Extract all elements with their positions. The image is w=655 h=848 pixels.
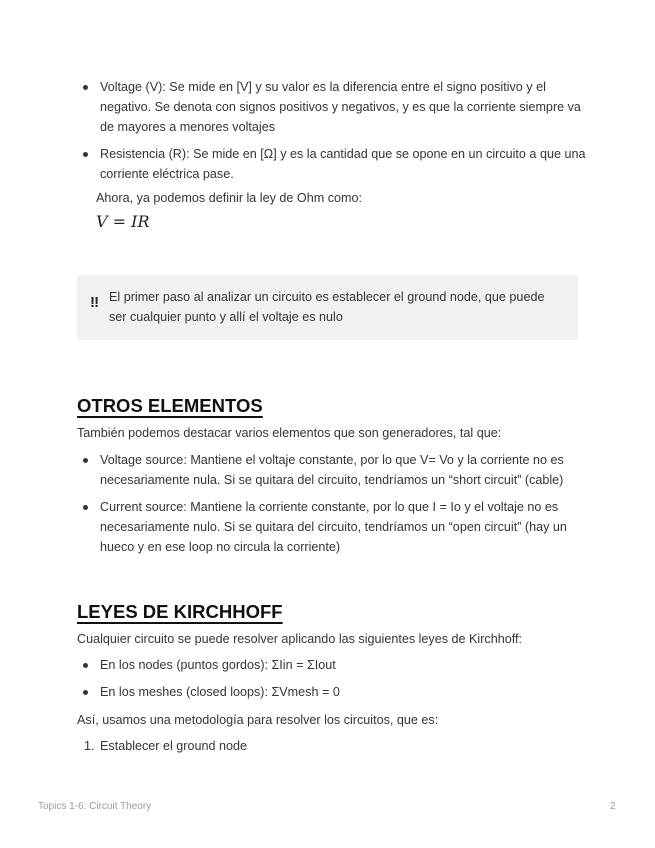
- list-item: [86, 144, 586, 184]
- footer-title: Topics 1-6: Circuit Theory: [38, 801, 152, 812]
- double-exclamation-icon: ‼: [90, 294, 100, 311]
- voltage-source-item: Voltage source: Mantiene el voltaje constante, por lo que V= Vo y la corriente no es necesariamente nula. Si se quitara del circuito, tendríamos un “short circuit” (cable): [100, 453, 564, 487]
- list-item: [86, 450, 586, 490]
- ohm-formula: V = IR: [96, 212, 150, 231]
- node-law: En los nodes (puntos gordos): ΣIin = ΣIout: [100, 658, 336, 672]
- method-intro: Así, usamos una metodología para resolver los circuitos, que es:: [77, 713, 439, 727]
- list-item: [86, 497, 586, 557]
- ohm-intro: Ahora, ya podemos definir la ley de Ohm como:: [96, 191, 362, 205]
- step-number: 1.: [84, 739, 95, 753]
- mesh-law: En los meshes (closed loops): ΣVmesh = 0: [100, 685, 340, 699]
- generators-list: [86, 450, 586, 564]
- list-item: [86, 77, 586, 137]
- voltage-definition: Voltage (V): Se mide en [V] y su valor es la diferencia entre el signo positivo y el negativo. Se denota con signos positivos y negativos, y es que la corriente siempre va de mayores a menores voltajes: [100, 80, 581, 134]
- current-source-item: Current source: Mantiene la corriente constante, por lo que I = Io y el voltaje no es necesariamente nulo. Si se quitara del circuito, tendríamos un “open circuit” (hay un hueco y en ese loop no circula la corriente): [100, 500, 567, 554]
- otros-intro: También podemos destacar varios elementos que son generadores, tal que:: [77, 426, 502, 440]
- list-item: [86, 682, 586, 702]
- page-number: 2: [610, 801, 616, 812]
- callout-box: [77, 275, 578, 340]
- resistance-definition: Resistencia (R): Se mide en [Ω] y es la cantidad que se opone en un circuito a que una corriente eléctrica pase.: [100, 147, 586, 181]
- kirchhoff-intro: Cualquier circuito se puede resolver aplicando las siguientes leyes de Kirchhoff:: [77, 632, 522, 646]
- kirchhoff-laws-list: [86, 655, 586, 709]
- callout-text: El primer paso al analizar un circuito es establecer el ground node, que puede ser cualquier punto y allí el voltaje es nulo: [109, 290, 545, 324]
- method-steps: [84, 736, 247, 756]
- list-item: [84, 736, 247, 756]
- heading-leyes-kirchhoff: LEYES DE KIRCHHOFF: [77, 601, 283, 622]
- definitions-list: [86, 77, 586, 191]
- heading-otros-elementos: OTROS ELEMENTOS: [77, 395, 263, 416]
- step-text: Establecer el ground node: [100, 739, 248, 753]
- list-item: [86, 655, 586, 675]
